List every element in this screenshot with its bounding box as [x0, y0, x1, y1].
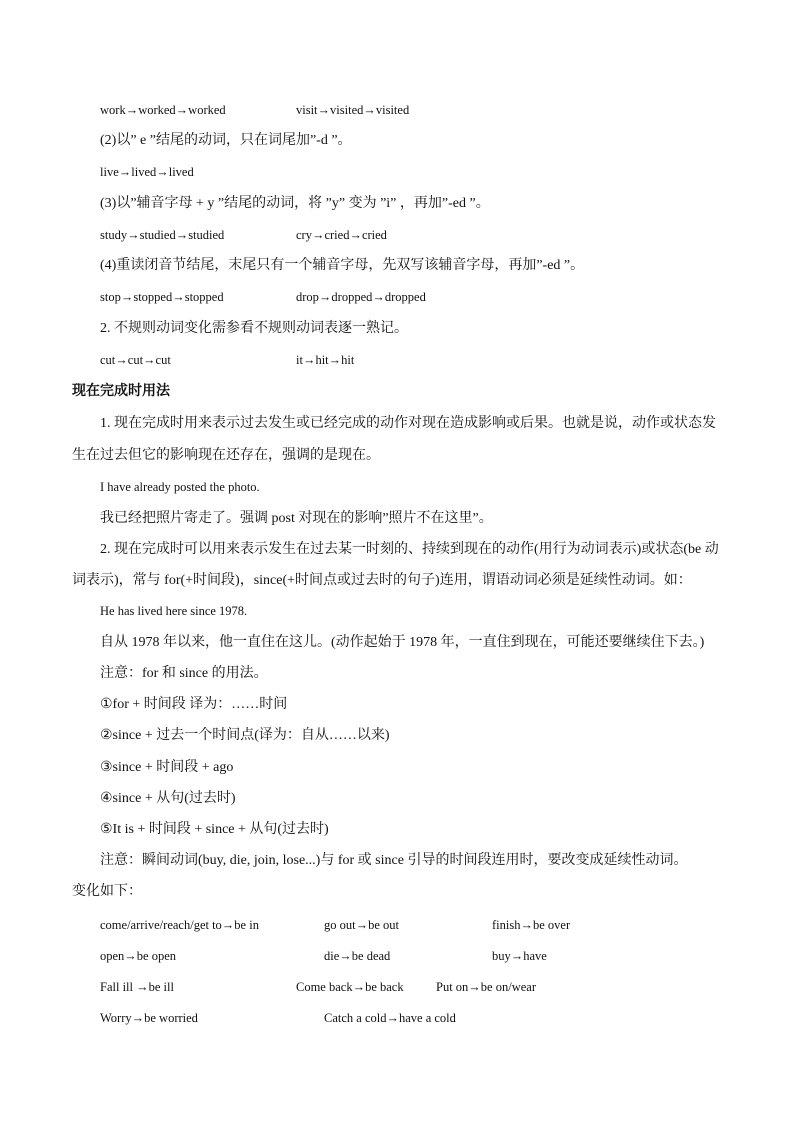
irregular-verbs-note: 2. 不规则动词变化需参看不规则动词表逐一熟记。 — [100, 321, 408, 336]
example-stop: stop→stopped→stopped — [100, 290, 224, 304]
paragraph-1-translation: 我已经把照片寄走了。强调 post 对现在的影响”照片不在这里”。 — [100, 511, 493, 526]
note-item-5: ⑤It is + 时间段 + since + 从句(过去时) — [100, 822, 329, 837]
example-drop: drop→dropped→dropped — [296, 290, 426, 304]
example-cry: cry→cried→cried — [296, 228, 387, 242]
paragraph-1-line-1: 1. 现在完成时用来表示过去发生或已经完成的动作对现在造成影响或后果。也就是说，动作或状态发 — [100, 416, 716, 431]
transform-4a: Worry→be worried — [100, 1011, 198, 1025]
paragraph-2-example: He has lived here since 1978. — [100, 604, 248, 618]
paragraph-2-line-1: 2. 现在完成时可以用来表示发生在过去某一时刻的、持续到现在的动作(用行为动词表示)或状态(be 动 — [100, 542, 719, 557]
rule-4: (4)重读闭音节结尾，末尾只有一个辅音字母，先双写该辅音字母，再加”-ed ”。 — [100, 258, 585, 273]
transform-3b: Come back→be back — [296, 980, 404, 994]
example-study: study→studied→studied — [100, 228, 225, 242]
example-live: live→lived→lived — [100, 165, 194, 179]
note-item-1: ①for + 时间段 译为：……时间 — [100, 697, 288, 712]
transform-2b: die→be dead — [324, 949, 391, 963]
note-2-line-1: 注意：瞬间动词(buy, die, join, lose...)与 for 或 since 引导的时间段连用时，要改变成延续性动词。 — [100, 853, 688, 868]
transform-1b: go out→be out — [324, 918, 399, 932]
rule-3: (3)以”辅音字母 + y ”结尾的动词，将 ”y” 变为 ”i” ，再加”-ed ”。 — [100, 196, 490, 211]
example-hit: it→hit→hit — [296, 353, 355, 367]
transform-4b: Catch a cold→have a cold — [324, 1011, 456, 1025]
transform-1a: come/arrive/reach/get to→be in — [100, 918, 259, 932]
example-visit: visit→visited→visited — [296, 103, 410, 117]
paragraph-2-line-2: 词表示)，常与 for(+时间段)，since(+时间点或过去时的句子)连用，谓语动词必须是延续性动词。如： — [72, 573, 692, 588]
paragraph-1-line-2: 生在过去但它的影响现在还存在，强调的是现在。 — [72, 448, 380, 463]
paragraph-1-example: I have already posted the photo. — [100, 480, 260, 494]
example-cut: cut→cut→cut — [100, 353, 171, 367]
section-heading: 现在完成时用法 — [72, 384, 170, 399]
note-item-3: ③since + 时间段 + ago — [100, 760, 234, 775]
note-2-line-2: 变化如下： — [72, 884, 142, 899]
rule-2: (2)以” e ”结尾的动词，只在词尾加”-d ”。 — [100, 133, 352, 148]
example-work: work→worked→worked — [100, 103, 226, 117]
transform-3c: Put on→be on/wear — [436, 980, 536, 994]
note-for-since: 注意：for 和 since 的用法。 — [100, 666, 268, 681]
transform-2c: buy→have — [492, 949, 547, 963]
transform-1c: finish→be over — [492, 918, 571, 932]
paragraph-2-translation: 自从 1978 年以来，他一直住在这儿。(动作起始于 1978 年，一直住到现在，可能还要继续住下去。) — [100, 635, 705, 650]
transform-3a: Fall ill →be ill — [100, 980, 174, 994]
transform-2a: open→be open — [100, 949, 177, 963]
note-item-4: ④since + 从句(过去时) — [100, 791, 236, 806]
note-item-2: ②since + 过去一个时间点(译为：自从……以来) — [100, 728, 390, 743]
